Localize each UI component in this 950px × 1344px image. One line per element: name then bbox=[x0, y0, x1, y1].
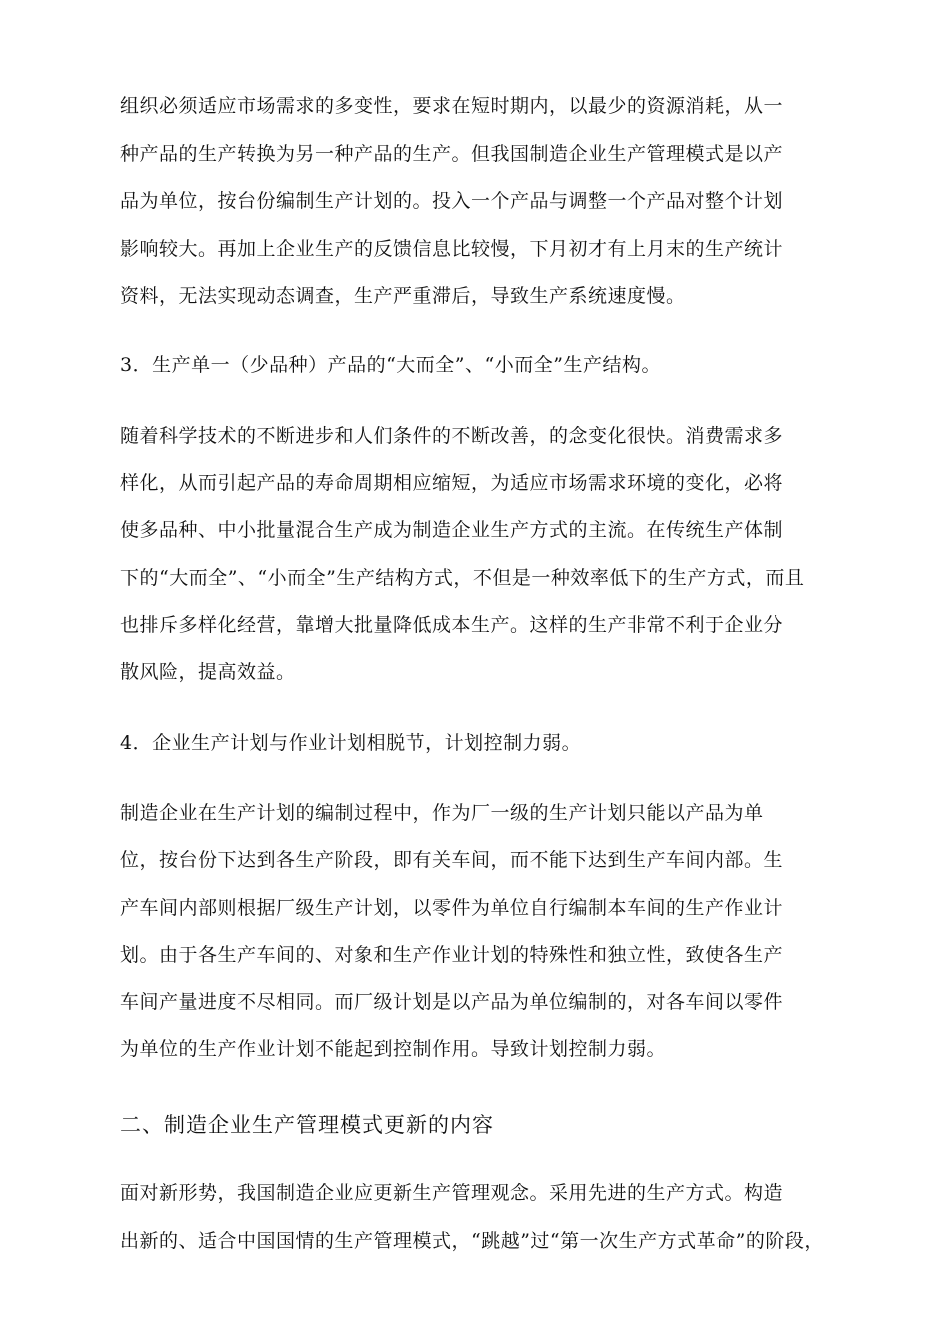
paragraph-line: 车间产量进度不尽相同。而厂级计划是以产品为单位编制的，对各车间以零件 bbox=[120, 991, 784, 1013]
section-heading: 二、制造企业生产管理模式更新的内容 bbox=[120, 1113, 494, 1137]
paragraph-line: 种产品的生产转换为另一种产品的生产。但我国制造企业生产管理模式是以产 bbox=[120, 143, 784, 165]
list-item-3: 3．生产单一（少品种）产品的“大而全”、“小而全”生产结构。 bbox=[120, 354, 661, 376]
paragraph-line: 为单位的生产作业计划不能起到控制作用。导致计划控制力弱。 bbox=[120, 1038, 667, 1060]
paragraph-line: 使多品种、中小批量混合生产成为制造企业生产方式的主流。在传统生产体制 bbox=[120, 519, 784, 541]
paragraph-line: 品为单位，按台份编制生产计划的。投入一个产品与调整一个产品对整个计划 bbox=[120, 190, 784, 212]
paragraph-line: 下的“大而全”、“小而全”生产结构方式，不但是一种效率低下的生产方式，而且 bbox=[120, 567, 805, 589]
paragraph-line: 制造企业在生产计划的编制过程中，作为厂一级的生产计划只能以产品为单 bbox=[120, 802, 764, 824]
paragraph-line: 位，按台份下达到各生产阶段，即有关车间，而不能下达到生产车间内部。生 bbox=[120, 849, 784, 871]
paragraph-line: 也排斥多样化经营，靠增大批量降低成本生产。这样的生产非常不利于企业分 bbox=[120, 614, 784, 636]
paragraph-line: 产车间内部则根据厂级生产计划，以零件为单位自行编制本车间的生产作业计 bbox=[120, 897, 784, 919]
paragraph-line: 出新的、适合中国国情的生产管理模式，“跳越”过“第一次生产方式革命”的阶段， bbox=[120, 1230, 824, 1252]
paragraph-line: 资料，无法实现动态调查，生产严重滞后，导致生产系统速度慢。 bbox=[120, 285, 686, 307]
paragraph-line: 样化，从而引起产品的寿命周期相应缩短，为适应市场需求环境的变化，必将 bbox=[120, 472, 784, 494]
paragraph-line: 面对新形势，我国制造企业应更新生产管理观念。采用先进的生产方式。构造 bbox=[120, 1182, 784, 1204]
paragraph-line: 组织必须适应市场需求的多变性，要求在短时期内，以最少的资源消耗，从一 bbox=[120, 95, 784, 117]
paragraph-line: 散风险，提高效益。 bbox=[120, 661, 296, 683]
list-item-4: 4．企业生产计划与作业计划相脱节，计划控制力弱。 bbox=[120, 732, 582, 754]
paragraph-line: 随着科学技术的不断进步和人们条件的不断改善，的念变化很快。消费需求多 bbox=[120, 425, 784, 447]
paragraph-line: 划。由于各生产车间的、对象和生产作业计划的特殊性和独立性，致使各生产 bbox=[120, 944, 784, 966]
paragraph-line: 影响较大。再加上企业生产的反馈信息比较慢，下月初才有上月末的生产统计 bbox=[120, 238, 784, 260]
